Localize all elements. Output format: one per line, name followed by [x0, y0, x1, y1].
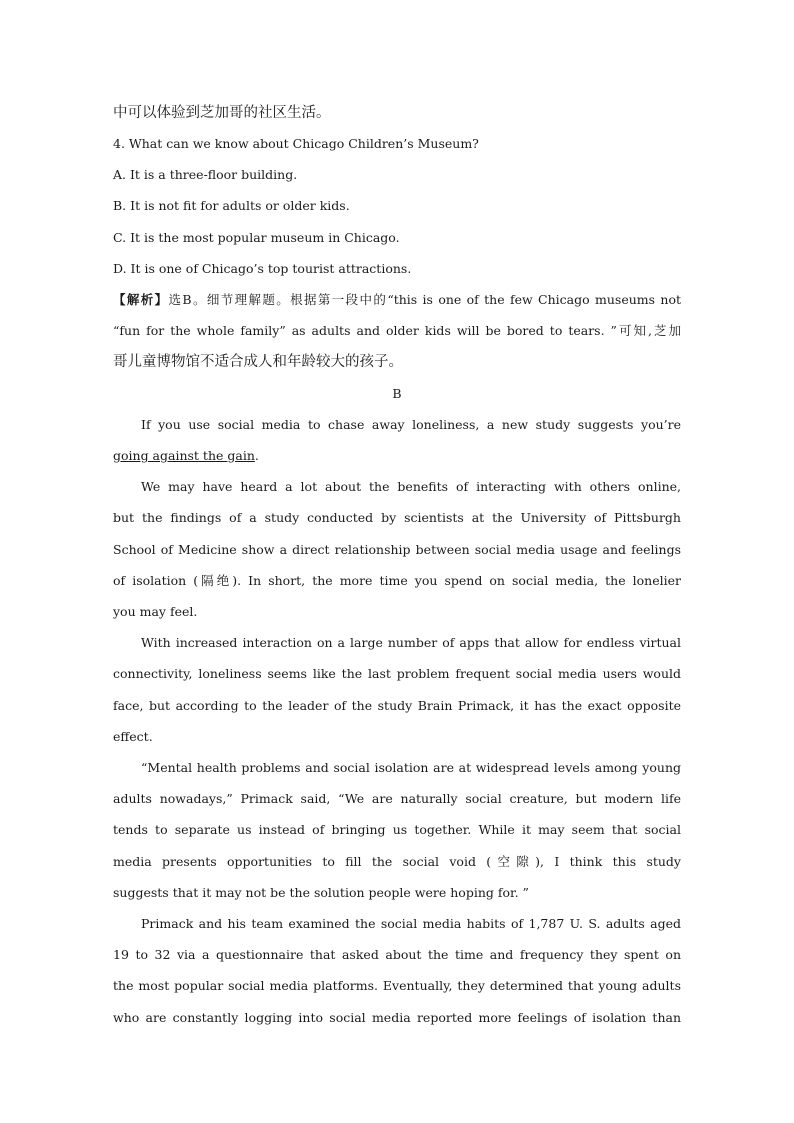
passage-p2-line-1: We may have heard a lot about the benefits of interacting with others online,: [141, 479, 681, 494]
passage-p3-line-3: face, but according to the leader of the study Brain Primack, it has the exact opposite: [113, 698, 681, 713]
passage-p3-line-2: connectivity, loneliness seems like the last problem frequent social media users would: [113, 666, 681, 681]
passage-p5-line-4: who are constantly logging into social media reported more feelings of isolation than: [113, 1010, 681, 1025]
option-b: B. It is not fit for adults or older kids.: [113, 198, 350, 213]
passage-p4-line-5: suggests that it may not be the solution people were hoping for. ”: [113, 885, 529, 900]
passage-p4-line-4: media presents opportunities to fill the social void (空隙), I think this study: [113, 854, 681, 869]
option-c: C. It is the most popular museum in Chicago.: [113, 230, 400, 245]
period: .: [254, 448, 259, 463]
passage-p4-line-2: adults nowadays,” Primack said, “We are naturally social creature, but modern life: [113, 791, 681, 806]
passage-p2-line-2: but the findings of a study conducted by scientists at the University of Pittsburgh: [113, 510, 681, 525]
passage-p3-line-4: effect.: [113, 729, 153, 744]
section-label: B: [392, 386, 402, 401]
passage-p5-line-1: Primack and his team examined the social media habits of 1,787 U. S. adults aged: [141, 916, 681, 931]
analysis-text-1: 选B。细节理解题。根据第一段中的“this is one of the few Chicago museums not: [168, 292, 681, 307]
option-a: A. It is a three-floor building.: [113, 167, 298, 182]
passage-p3-line-1: With increased interaction on a large number of apps that allow for endless virtual: [141, 635, 681, 650]
analysis-line-1: [113, 290, 681, 310]
previous-answer-tail: 中可以体验到芝加哥的社区生活。: [113, 105, 331, 121]
passage-p1-line-2: [113, 446, 681, 466]
passage-p5-line-2: 19 to 32 via a questionnaire that asked about the time and frequency they spent on: [113, 947, 681, 962]
passage-p4-line-1: “Mental health problems and social isolation are at widespread levels among young: [141, 760, 681, 775]
analysis-line-3: 哥儿童博物馆不适合成人和年龄较大的孩子。: [113, 354, 403, 370]
option-d: D. It is one of Chicago’s top tourist attractions.: [113, 261, 412, 276]
passage-p4-line-3: tends to separate us instead of bringing us together. While it may seem that social: [113, 822, 681, 837]
passage-p2-line-3: School of Medicine show a direct relationship between social media usage and feelings: [113, 542, 681, 557]
passage-p5-line-3: the most popular social media platforms. Eventually, they determined that young adults: [113, 978, 681, 993]
passage-p1-line-1: If you use social media to chase away loneliness, a new study suggests you’re: [141, 417, 681, 432]
question-stem: 4. What can we know about Chicago Children’s Museum?: [113, 136, 479, 151]
analysis-tag: 【解析】: [113, 292, 169, 307]
underlined-phrase: going against the gain: [113, 448, 255, 463]
passage-p2-line-5: you may feel.: [113, 604, 198, 619]
analysis-line-2: “fun for the whole family” as adults and older kids will be bored to tears. ”可知,芝加: [113, 323, 681, 338]
passage-p2-line-4: of isolation (隔绝). In short, the more time you spend on social media, the lonelier: [113, 573, 681, 588]
